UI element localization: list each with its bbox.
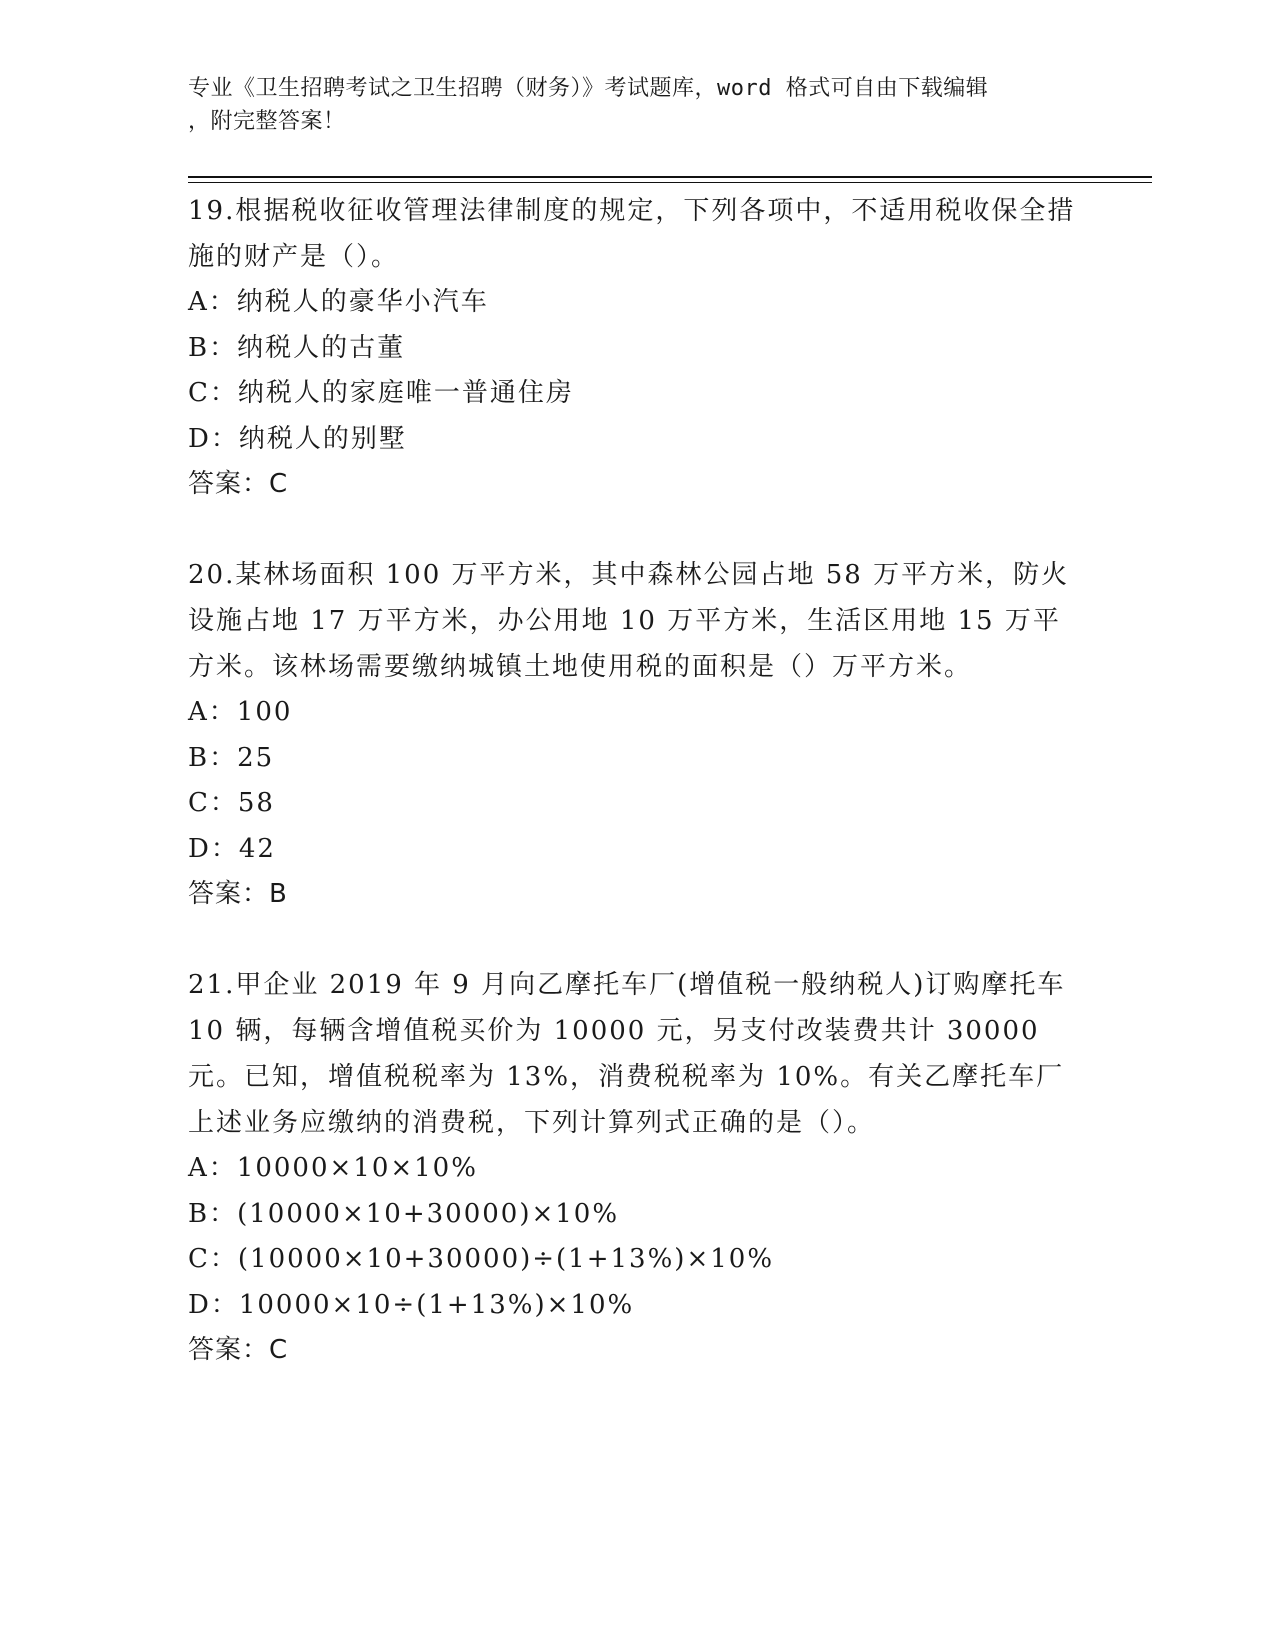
question-20 — [188, 552, 1078, 917]
question-text: 21.甲企业 2019 年 9 月向乙摩托车厂(增值税一般纳税人)订购摩托车 10 辆，每辆含增值税买价为 10000 元，另支付改装费共计 30000 元。已知，增值税税率为 13%，消费税税率为 10%。有关乙摩托车厂上述业务应缴纳的消费税，下列计算列式正确的是（）。 — [188, 970, 1066, 1138]
header-divider-thin — [188, 182, 1152, 183]
option-b: B：25 — [188, 742, 275, 773]
header-line-1: 专业《卫生招聘考试之卫生招聘（财务）》考试题库，word 格式可自由下载编辑 — [188, 76, 989, 101]
question-text: 20.某林场面积 100 万平方米，其中森林公园占地 58 万平方米，防火设施占地 17 万平方米，办公用地 10 万平方米，生活区用地 15 万平方米。该林场需要缴纳城镇土地使用税的面积是（）万平方米。 — [188, 560, 1070, 682]
option-a: A：10000×10×10% — [188, 1153, 478, 1183]
question-spacer — [188, 507, 1078, 552]
option-c: C：58 — [188, 788, 275, 818]
option-d: D：纳税人的别墅 — [188, 423, 407, 454]
answer-line: 答案：B — [188, 879, 288, 909]
question-list — [188, 188, 1078, 1373]
document-header — [188, 72, 1088, 138]
option-c: C：纳税人的家庭唯一普通住房 — [188, 378, 574, 408]
option-d: D：42 — [188, 833, 276, 864]
header-divider-thick — [188, 176, 1152, 178]
answer-line: 答案：C — [188, 1335, 289, 1365]
question-spacer — [188, 917, 1078, 962]
question-19 — [188, 188, 1078, 507]
option-a: A：纳税人的豪华小汽车 — [188, 287, 489, 317]
header-line-2: ，附完整答案！ — [188, 109, 346, 134]
option-d: D：10000×10÷(1+13%)×10% — [188, 1289, 635, 1320]
option-c: C：(10000×10+30000)÷(1+13%)×10% — [188, 1244, 775, 1274]
option-b: B：(10000×10+30000)×10% — [188, 1198, 620, 1229]
option-b: B：纳税人的古董 — [188, 332, 406, 363]
option-a: A：100 — [188, 697, 293, 727]
question-21 — [188, 962, 1078, 1373]
question-text: 19.根据税收征收管理法律制度的规定，下列各项中，不适用税收保全措施的财产是（）。 — [188, 196, 1076, 272]
answer-line: 答案：C — [188, 469, 289, 499]
